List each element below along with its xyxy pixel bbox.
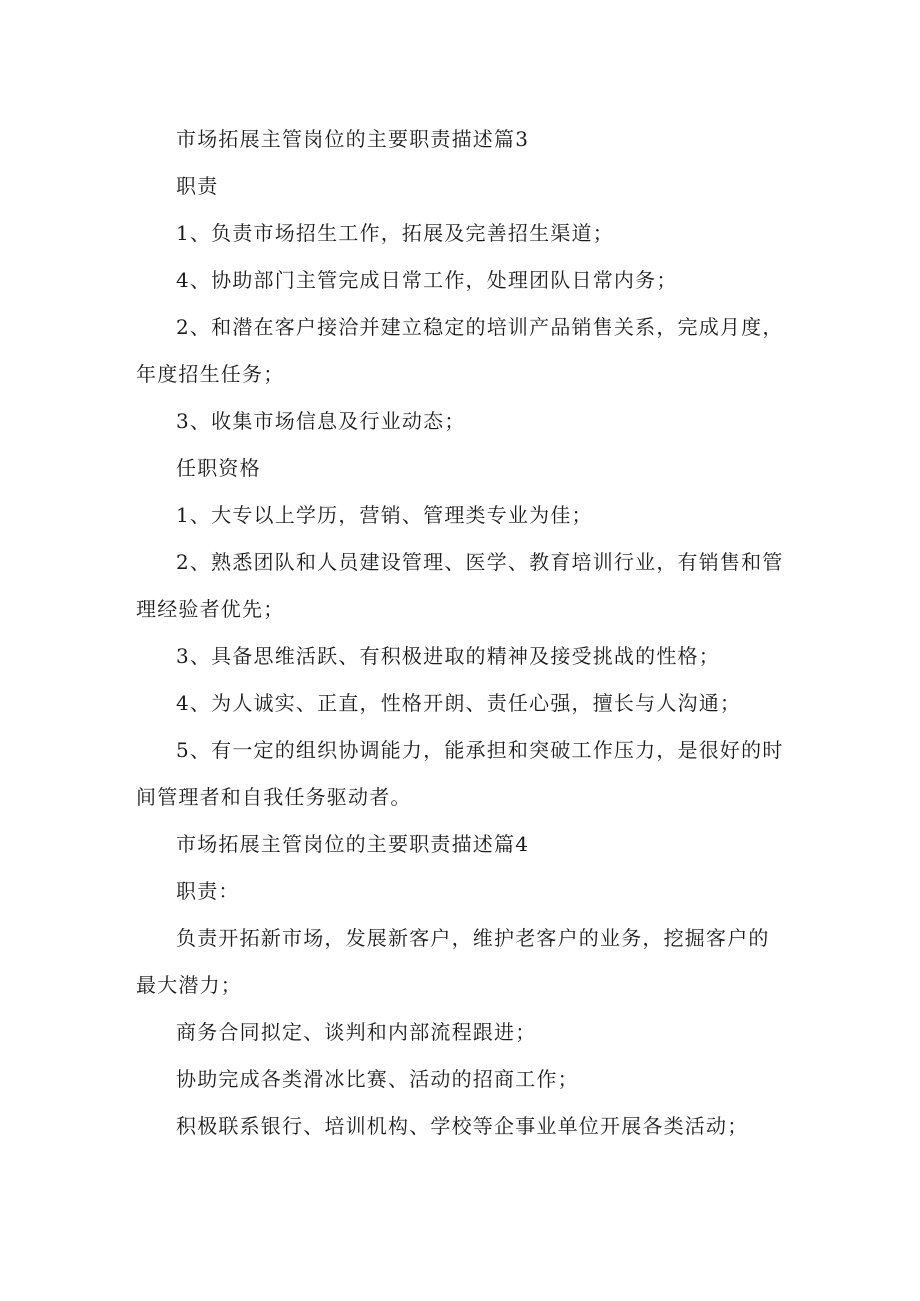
subheading-qualifications: 任职资格 xyxy=(176,456,261,480)
paragraph: 1、负责市场招生工作，拓展及完善招生渠道； xyxy=(176,221,614,245)
paragraph: 4、协助部门主管完成日常工作，处理团队日常内务； xyxy=(176,268,678,292)
paragraph: 2、和潜在客户接洽并建立稳定的培训产品销售关系，完成月度，年度招生任务； xyxy=(136,315,784,386)
paragraph: 3、收集市场信息及行业动态； xyxy=(176,409,466,433)
paragraph: 2、熟悉团队和人员建设管理、医学、教育培训行业，有销售和管理经验者优先； xyxy=(136,550,784,621)
paragraph: 4、为人诚实、正直，性格开朗、责任心强，擅长与人沟通； xyxy=(176,691,742,715)
paragraph: 商务合同拟定、谈判和内部流程跟进； xyxy=(176,1020,537,1044)
paragraph: 积极联系银行、培训机构、学校等企事业单位开展各类活动； xyxy=(176,1114,749,1138)
document-body xyxy=(136,116,786,1150)
section-heading-4: 市场拓展主管岗位的主要职责描述篇4 xyxy=(176,832,530,856)
paragraph: 5、有一定的组织协调能力，能承担和突破工作压力，是很好的时间管理者和自我任务驱动者。 xyxy=(136,738,784,809)
paragraph: 1、大专以上学历，营销、管理类专业为佳； xyxy=(176,503,593,527)
subheading-duties: 职责： xyxy=(176,879,240,903)
paragraph: 协助完成各类滑冰比赛、活动的招商工作； xyxy=(176,1067,579,1091)
section-heading-3: 市场拓展主管岗位的主要职责描述篇3 xyxy=(176,127,530,151)
paragraph: 负责开拓新市场，发展新客户，维护老客户的业务，挖掘客户的最大潜力； xyxy=(136,926,770,997)
paragraph: 3、具备思维活跃、有积极进取的精神及接受挑战的性格； xyxy=(176,644,720,668)
subheading-duties: 职责 xyxy=(176,174,219,198)
